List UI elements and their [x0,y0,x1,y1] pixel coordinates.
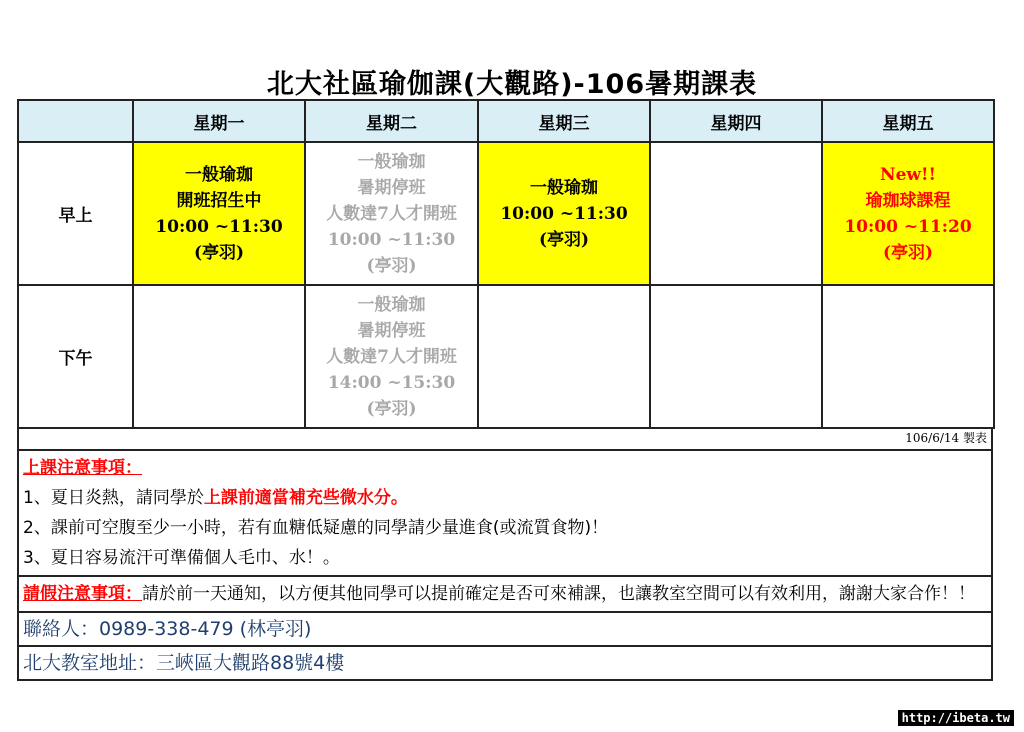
leave-notes [19,575,991,611]
notes-panel [17,449,993,681]
class-slot-line: 10:00 ~11:20 [844,216,972,237]
class-notes [19,451,991,575]
note-item: 2、課前可空腹至少一小時，若有血糖低疑慮的同學請少量進食(或流質食物)！ [23,518,609,538]
day-header: 星期五 [822,100,994,142]
page-title: 北大社區瑜伽課(大觀路)-106暑期課表 [266,69,758,100]
note-item-highlight: 上課前適當補充些微水分。 [203,488,408,508]
address-info: 北大教室地址：三峽區大觀路88號4樓 [19,645,991,679]
class-slot-line: 瑜珈球課程 [865,190,951,211]
period-label: 早上 [18,142,133,285]
class-slot-line: 暑期停班 [357,320,426,341]
class-slot [305,142,478,285]
empty-slot [133,285,305,428]
day-header: 星期二 [305,100,478,142]
class-slot-line: 10:00 ~11:30 [500,203,628,224]
leave-notes-heading: 請假注意事項： [23,584,142,604]
corner-cell [18,100,133,142]
watermark: http://ibeta.tw [898,710,1014,726]
class-slot-line: (亭羽) [538,229,590,250]
class-slot-line: (亭羽) [366,255,417,276]
leave-notes-text: 請於前一天通知，以方便其他同學可以提前確定是否可來補課，也讓教室空間可以有效利用，謝謝大家合作！！ [142,584,975,604]
class-slot-line: New!! [880,164,936,185]
class-slot-line: 人數達7人才開班 [326,346,457,367]
day-header: 星期四 [650,100,822,142]
class-slot [822,142,994,285]
class-slot [133,142,305,285]
period-label: 下午 [18,285,133,428]
class-slot-line: 14:00 ~15:30 [327,372,456,393]
class-notes-heading: 上課注意事項： [23,458,142,478]
class-slot-line: 10:00 ~11:30 [155,216,283,237]
class-slot-line: 一般瑜珈 [357,294,426,315]
class-slot-line: 開班招生中 [176,190,262,211]
class-slot [305,285,478,428]
empty-slot [478,285,650,428]
empty-slot [650,142,822,285]
day-header: 星期三 [478,100,650,142]
contact-info: 聯絡人：0989-338-479 (林亭羽) [19,611,991,645]
schedule-row [18,142,994,285]
class-slot-line: 一般瑜珈 [530,177,598,198]
class-slot-line: 一般瑜珈 [185,164,253,185]
class-slot-line: 暑期停班 [357,177,426,198]
empty-slot [822,285,994,428]
class-slot-line: 一般瑜珈 [357,151,426,172]
schedule-table [17,99,995,429]
class-slot-line: (亭羽) [366,398,417,419]
header-row [18,100,994,142]
note-item-text: 1、夏日炎熱，請同學於 [23,488,204,508]
note-item [23,483,987,513]
empty-slot [650,285,822,428]
schedule-row [18,285,994,428]
made-on-date: 106/6/14 製表 [17,428,993,449]
class-slot-line: (亭羽) [193,242,245,263]
class-slot-line: (亭羽) [882,242,934,263]
note-item: 3、夏日容易流汗可準備個人毛巾、水！。 [23,548,340,568]
class-slot-line: 人數達7人才開班 [326,203,457,224]
class-slot-line: 10:00 ~11:30 [327,229,456,250]
day-header: 星期一 [133,100,305,142]
class-slot [478,142,650,285]
